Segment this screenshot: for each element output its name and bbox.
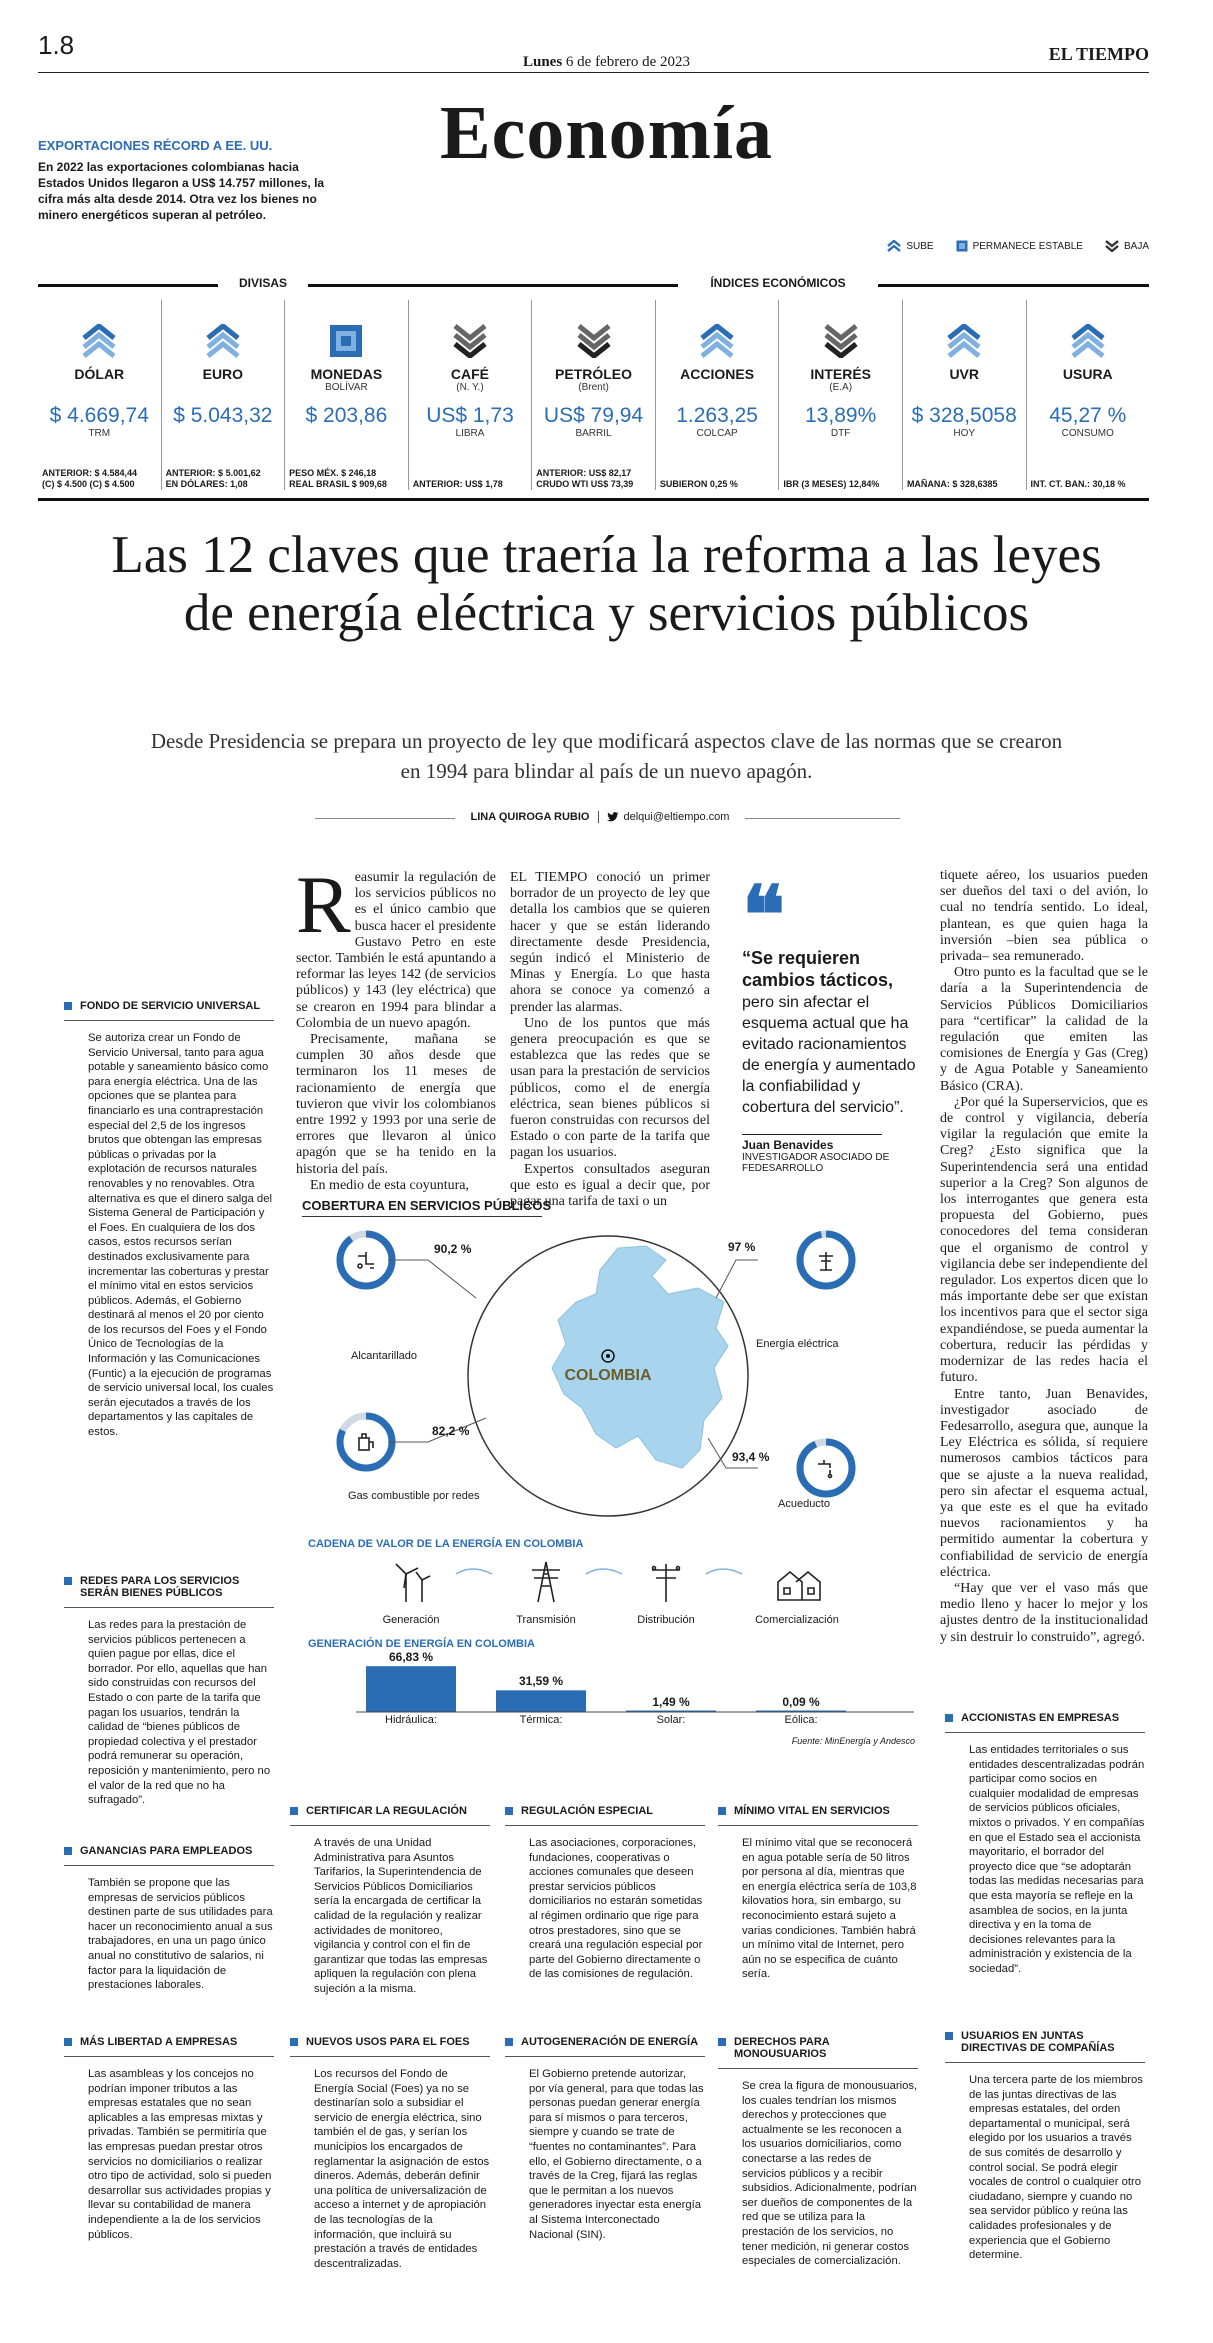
teaser xyxy=(38,138,338,223)
sidebar-title: ACCIONISTAS EN EMPRESAS xyxy=(961,1712,1120,1724)
paragraph: “Hay que ver el vaso más que medio lleno y hacer lo mejor y los ajustes dentro de la institucionalidad y sin destruir lo construido”, agregó. xyxy=(940,1580,1148,1645)
indicator-2 xyxy=(285,300,409,490)
chain-arrow-icon xyxy=(706,1569,742,1574)
bullet-square-icon xyxy=(290,2038,298,2046)
byline-rule xyxy=(745,818,900,819)
indicator-footnote: IBR (3 MESES) 12,84% xyxy=(783,479,880,489)
indicator-0 xyxy=(38,300,162,490)
indicator-sub: (Brent) xyxy=(578,382,609,393)
trend-down-icon xyxy=(577,324,611,358)
gas-icon xyxy=(359,1434,373,1450)
issue-date xyxy=(0,54,1213,71)
sidebar-redes xyxy=(64,1575,274,1808)
sidebar-title: USUARIOS EN JUNTAS DIRECTIVAS DE COMPAÑÍAS xyxy=(961,2030,1115,2054)
paragraph: ¿Por qué la Superservicios, que es de control y vigilancia, debería vigilar la regulación que emite la Creg? ¿Esto significa que la Superintendencia será una entidad superior a la Creg? Son algunos de los interrogantes que genera esta propuesta del Gobierno, pues conocedores del tema consideran que el organismo de control y vigilancia debe ser independiente del regulador. Los expertos dicen que lo más importante debe ser que existan los incentivos para que el sector siga expandiéndose, se pueda aumentar la cobertura, reducir las pérdidas y modernizar de las redes hacia el futuro. xyxy=(940,1094,1148,1386)
sidebar-ganancias xyxy=(64,1845,274,1993)
bar-value-label: 1,49 % xyxy=(652,1694,690,1709)
indicator-4 xyxy=(532,300,656,490)
indicator-8 xyxy=(1027,300,1150,490)
indicators-rule xyxy=(878,284,1149,287)
indicator-name: EURO xyxy=(202,366,244,382)
indicator-icon-wrap xyxy=(38,312,161,358)
indicator-name: CAFÉ xyxy=(450,366,490,382)
sidebar-body: A través de una Unidad Administrativa para Asuntos Tarifarios, la Superintendencia de Servicios Públicos Domiciliarios sería la encargada de certificar la calidad de la regulación y realizar actividades de monitoreo, vigilancia y control con el fin de garantizar que todas las empresas apliquen la regulación con plena sujeción a la misma. xyxy=(314,1837,488,1995)
chain-step-label: Comercialización xyxy=(755,1614,839,1626)
sidebar-title: REDES PARA LOS SERVICIOS SERÁN BIENES PÚBLICOS xyxy=(80,1575,240,1599)
paragraph: En medio de esta coyuntura, xyxy=(310,1177,470,1193)
indicator-value: US$ 79,94 xyxy=(543,404,644,427)
paragraph: EL TIEMPO conoció un primer borrador de un proyecto de ley que detalla los cambios que se quieren hacer y que se están liderando directamente desde Presidencia, según indicó el Ministerio de Minas y Energía. Lo que hasta ahora se conoce ya comenzó a prender las alarmas. xyxy=(510,870,710,1015)
pull-quote-author: Juan Benavides xyxy=(742,1134,882,1152)
legend-down-label: BAJA xyxy=(1123,240,1149,252)
indicator-value: 13,89% xyxy=(805,404,877,427)
indicator-unit: TRM xyxy=(88,428,111,439)
bullet-square-icon xyxy=(718,1807,726,1815)
arrow-up-icon xyxy=(887,240,901,252)
bullet-square-icon xyxy=(945,1714,953,1722)
indicator-sub xyxy=(656,382,779,394)
indicator-unit: COLCAP xyxy=(696,428,738,439)
sidebar-libertad xyxy=(64,2036,274,2242)
capital-marker-dot xyxy=(606,1354,610,1358)
chain-step-label: Generación xyxy=(382,1614,440,1626)
trend-up-icon xyxy=(947,324,981,358)
sidebar-title: DERECHOS PARA MONOUSUARIOS xyxy=(734,2036,830,2060)
bar-value-label: 0,09 % xyxy=(782,1694,820,1709)
indicator-footnote: ANTERIOR: $ 5.001,62 EN DÓLARES: 1,08 xyxy=(165,468,261,489)
sidebar-body: Las asociaciones, corporaciones, fundaciones, cooperativas o acciones comunales que deseen prestar servicios públicos domiciliarios no estarán sometidas al régimen ordinario que rige para otros prestadores, sino que se creará una regulación especial por parte del Gobierno directamente o de las comisiones de regulación. xyxy=(529,1837,703,1981)
coverage-label: Gas combustible por redes xyxy=(348,1490,480,1502)
teaser-text: En 2022 las exportaciones colombianas hacia Estados Unidos llegaron a US$ 14.757 millones, la cifra más alta desde 2014. Otra vez los bienes no minero energéticos superan al petróleo. xyxy=(38,160,325,222)
indicator-icon-wrap xyxy=(532,312,655,358)
sidebar-body: Los recursos del Fondo de Energía Social (Foes) ya no se destinarían solo a subsidiar el servicio de energía eléctrica, sino también el de gas, y serían los municipios los encargados de reglamentar la asignación de estos dineros. Además, deberán definir una política de universalización de acceso a internet y de apropiación de las tecnologías de la información, que incluirá su prestación a través de entidades descentralizadas. xyxy=(314,2068,490,2270)
indicator-value: US$ 1,73 xyxy=(426,404,514,427)
paragraph: Entre tanto, Juan Benavides, investigador asociado de Fedesarrollo, asegura que, aunque la Ley Eléctrica es sólida, sí requiere numerosos cambios tácticos para que se ajuste a la nueva realidad, pero sin afectar el esquema actual, ya que este es el que ha evitado nuevos racionamientos y ha permitido aumentar la cobertura y confiabilidad de servicio de energía eléctrica. xyxy=(940,1386,1148,1580)
byline-rule xyxy=(315,818,455,819)
indicator-name: DÓLAR xyxy=(74,366,125,382)
leader-line xyxy=(716,1260,758,1298)
trend-up-icon xyxy=(1071,324,1105,358)
indicators-strip xyxy=(38,300,1149,490)
indicator-icon-wrap xyxy=(1027,312,1150,358)
issue-day: 6 de febrero de 2023 xyxy=(565,54,691,70)
sidebar-body: Las asambleas y los concejos no podrían imponer tributos a las empresas estatales que no sean aplicables a las empresas mixtas y privadas. También se permitiría que las empresas puedan prestar otros servicios no domiciliarios o realizar otro tipo de actividad, solo si pueden desarrollar sus actividades propias y llevar su contabilidad de manera independiente a la de los servicios públicos. xyxy=(88,2068,272,2241)
pull-quote-text xyxy=(742,948,920,1118)
indicators-bottom-rule xyxy=(38,498,1149,501)
sidebar-monousuarios xyxy=(718,2036,918,2269)
trend-down-icon xyxy=(824,324,858,358)
sidebar-title: REGULACIÓN ESPECIAL xyxy=(521,1805,654,1817)
indicator-unit: CONSUMO xyxy=(1061,428,1114,439)
coverage-energia xyxy=(800,1234,852,1286)
indicator-5 xyxy=(656,300,780,490)
legend-stable xyxy=(956,240,1083,252)
indicator-name: PETRÓLEO xyxy=(555,366,633,382)
pull-quote-lead: “Se requieren cambios tácticos, xyxy=(742,948,894,990)
sidebar-title: CERTIFICAR LA REGULACIÓN xyxy=(306,1805,467,1817)
indicator-name: USURA xyxy=(1062,366,1113,382)
pull-quote-role: INVESTIGADOR ASOCIADO DE FEDESARROLLO xyxy=(742,1152,890,1174)
indicator-unit: BARRIL xyxy=(575,428,612,439)
sidebar-body: El Gobierno pretende autorizar, por vía general, para que todas las personas puedan generar energía para sí mismos o para terceros, siempre y cuando se trate de “fuentes no contaminantes”. Para ello, el Gobierno directamente, o a través de la Creg, fijará las reglas que le permitan a los nuevos generadores inyectar esta energía al Sistema Interconectado Nacional (SIN). xyxy=(529,2068,704,2241)
generation-bar xyxy=(496,1690,586,1712)
bullet-square-icon xyxy=(505,2038,513,2046)
indicators-rule xyxy=(38,284,218,287)
pull-quote-rest: pero sin afectar el esquema actual que ha evitado racionamientos de energía y aumentado la confiabilidad y cobertura del servicio”. xyxy=(742,994,916,1116)
indicator-icon-wrap xyxy=(779,312,902,358)
indicator-1 xyxy=(162,300,286,490)
divisas-label: DIVISAS xyxy=(238,276,287,290)
faucet-icon xyxy=(818,1460,832,1478)
chart-source: Fuente: MinEnergía y Andesco xyxy=(791,1736,915,1746)
chain-step-label: Distribución xyxy=(637,1614,695,1626)
coverage-pct: 97 % xyxy=(728,1240,756,1254)
chain-arrow-icon xyxy=(456,1569,492,1574)
bullet-square-icon xyxy=(64,1847,72,1855)
legend-stable-label: PERMANECE ESTABLE xyxy=(972,240,1083,252)
paper-logo: EL TIEMPO xyxy=(1048,44,1149,64)
indicator-footnote: PESO MÉX. $ 246,18 REAL BRASIL $ 909,68 xyxy=(289,468,387,489)
sewer-icon xyxy=(358,1252,374,1268)
sidebar-body: Se crea la figura de monousuarios, los cuales tendrían los mismos derechos y protecciones que actualmente se les reconocen a los usuarios domiciliarios, como conectarse a las redes de servicios públicos y a recibir subsidios. Adicionalmente, podrían ser dueños de componentes de la red que se utiliza para la prestación de los servicios, no tener medición, ni generar costos especiales de comercialización. xyxy=(742,2080,918,2268)
trend-stable-icon xyxy=(329,324,363,358)
legend-up xyxy=(887,240,933,252)
colombia-map xyxy=(552,1246,728,1468)
coverage-alcantarillado xyxy=(340,1234,392,1286)
sidebar-juntas xyxy=(945,2030,1145,2263)
drop-cap: R xyxy=(296,859,351,950)
indicator-icon-wrap xyxy=(285,312,408,358)
coverage-pct: 90,2 % xyxy=(434,1242,472,1256)
trend-legend xyxy=(887,240,1149,252)
sidebar-body: Se autoriza crear un Fondo de Servicio Universal, tanto para agua potable y saneamiento básico como para energía eléctrica. Una de las opciones que se plantea para financiarlo es una contraprestación especial del 2,5 de los ingresos brutos que obtengan las empresas públicas o privadas por la explotación de recursos naturales renovables y no renovables. Otra alternativa es que el dinero salga del Sistema General de Participación y el Foes. En cualquiera de los dos casos, estos recursos serían destinados exclusivamente para incrementar las coberturas y prestar el mínimo vital en estos servicios públicos. Además, el Gobierno destinará al menos el 20 por ciento de los recursos del Foes y el Fondo Único de Tecnologías de la Información y las Comunicaciones (Funtic) a la ejecución de programas de servicio universal local, los cuales serán ejecutados a través de los departamentos y las capitales de estos. xyxy=(88,1032,274,1439)
indicator-name: UVR xyxy=(949,366,979,382)
indicator-footnote: SUBIERON 0,25 % xyxy=(659,479,738,489)
sidebar-accionistas xyxy=(945,1712,1145,1977)
indices-label: ÍNDICES ECONÓMICOS xyxy=(710,276,846,290)
coverage-acueducto xyxy=(800,1442,852,1494)
bullet-square-icon xyxy=(945,2032,953,2040)
sidebar-title: FONDO DE SERVICIO UNIVERSAL xyxy=(80,1000,261,1012)
bar-category-label: Térmica: xyxy=(519,1714,563,1726)
indicator-icon-wrap xyxy=(409,312,532,358)
sidebar-regulacion xyxy=(505,1805,705,1982)
value-chain-title: CADENA DE VALOR DE LA ENERGÍA EN COLOMBIA xyxy=(308,1538,584,1550)
sidebar-fondo-servicio xyxy=(64,1000,274,1440)
issue-weekday: Lunes xyxy=(522,54,563,70)
indicator-name: MONEDAS xyxy=(310,366,383,382)
arrow-down-icon xyxy=(1105,240,1119,252)
sidebar-title: MÁS LIBERTAD A EMPRESAS xyxy=(80,2036,238,2048)
bar-value-label: 66,83 % xyxy=(388,1650,434,1665)
article-column-1 xyxy=(296,859,496,1194)
twitter-handle-text: delqui@eltiempo.com xyxy=(623,811,730,823)
chain-arrow-icon xyxy=(586,1569,622,1574)
paragraph: easumir la regulación de los servicios públicos no es el único cambio que busca hacer el presidente Gustavo Petro en este sector. También le está apuntando a reformar las leyes 142 (de servicios públicos) y 143 (ley eléctrica) que se crearon en 1994 para blindar a Colombia de un nuevo apagón. xyxy=(296,870,496,1031)
generation-title: GENERACIÓN DE ENERGÍA EN COLOMBIA xyxy=(308,1638,535,1650)
bar-category-label: Hidráulica: xyxy=(385,1714,437,1726)
bullet-square-icon xyxy=(64,2038,72,2046)
bullet-square-icon xyxy=(505,1807,513,1815)
indicator-unit: LIBRA xyxy=(455,428,485,439)
quote-mark-icon: ❝ xyxy=(742,873,786,961)
indicator-value: $ 5.043,32 xyxy=(173,404,273,427)
indicator-footnote: INT. CT. BAN.: 30,18 % xyxy=(1030,479,1126,489)
paragraph: Uno de los puntos que más genera preocupación es que se establezca que las redes que se usan para la prestación de servicios públicos, como el de energía eléctrica, sean bienes públicos si fueron construidas con recursos del Estado o con parte de la tarifa que pagan los usuarios. xyxy=(510,1015,710,1161)
bullet-square-icon xyxy=(718,2038,726,2046)
bullet-square-icon xyxy=(64,1577,72,1585)
generation-bar xyxy=(366,1666,456,1712)
coverage-pct: 82,2 % xyxy=(432,1424,470,1438)
page-number: 1.8 xyxy=(38,30,75,60)
paragraph: tiquete aéreo, los usuarios pueden ser dueños del taxi o del avión, lo cual no tendría sentido. Lo ideal, plantean, es que quien haga la inversión –bien sea pública o privada– sea remunerado. xyxy=(940,868,1148,965)
bar-category-label: Eólica: xyxy=(784,1714,818,1726)
indicator-name: ACCIONES xyxy=(680,366,755,382)
sidebar-body: Las entidades territoriales o sus entidades descentralizadas podrán participar como socios en cualquier modalidad de empresas de servicios públicos oficiales, mixtos o privados. Y en compañías en que el Estado sea el accionista mayoritario, el borrador del proyecto dice que “se adoptarán todas las medidas necesarias para que esta mayoría se refleje en la asamblea de socios, en la junta directiva y en la toma de decisiones relevantes para la administración y existencia de la sociedad”. xyxy=(969,1744,1145,1975)
indicator-3 xyxy=(409,300,533,490)
indicator-footnote: ANTERIOR: $ 4.584,44 (C) $ 4.500 (C) $ 4.500 xyxy=(42,468,138,489)
indicator-icon-wrap xyxy=(903,312,1026,358)
indicator-sub xyxy=(1027,382,1150,394)
indicator-sub: (N. Y.) xyxy=(456,382,484,393)
indicator-6 xyxy=(779,300,903,490)
coverage-label: Energía eléctrica xyxy=(756,1338,839,1350)
indicator-unit: DTF xyxy=(830,428,851,439)
sidebar-autogeneracion xyxy=(505,2036,705,2242)
article-headline: Las 12 claves que traería la reforma a las leyes de energía eléctrica y servicios públicos xyxy=(111,526,1102,642)
indicator-sub: BOLÍVAR xyxy=(325,382,368,393)
header-rule xyxy=(38,72,1149,73)
bar-category-label: Solar: xyxy=(656,1714,686,1726)
power-line-icon xyxy=(819,1252,833,1270)
utility-pole-icon xyxy=(652,1564,680,1602)
trend-up-icon xyxy=(700,324,734,358)
coverage-gas xyxy=(340,1416,392,1468)
infographic xyxy=(296,1198,921,1758)
twitter-bird-icon xyxy=(607,812,619,822)
pull-quote xyxy=(742,873,920,1174)
article-deck: Desde Presidencia se prepara un proyecto de ley que modificará aspectos clave de las normas que se crearon en 1994 para blindar al país de un nuevo apagón. xyxy=(150,729,1063,783)
infographic-title: COBERTURA EN SERVICIOS PÚBLICOS xyxy=(302,1198,552,1213)
indicator-footnote: ANTERIOR: US$ 82,17 CRUDO WTI US$ 73,39 xyxy=(536,468,634,489)
indicator-value: $ 203,86 xyxy=(305,404,388,427)
sidebar-body: El mínimo vital que se reconocerá en agua potable sería de 50 litros por persona al día, mientras que en energía eléctrica sería de 103,8 kilovatios hora, sin embargo, su reconocimiento estará sujeto a varias condiciones. También habrá un mínimo vital de Internet, pero aún no se especifica de cuánto sería. xyxy=(742,1837,917,1981)
wind-turbine-icon xyxy=(396,1564,430,1602)
trend-down-icon xyxy=(453,324,487,358)
sidebar-title: AUTOGENERACIÓN DE ENERGÍA xyxy=(521,2036,699,2048)
sidebar-title: GANANCIAS PARA EMPLEADOS xyxy=(80,1845,253,1857)
indicator-sub xyxy=(38,382,161,394)
indicator-icon-wrap xyxy=(162,312,285,358)
indicator-sub: (E.A) xyxy=(829,382,853,393)
houses-icon xyxy=(778,1572,820,1600)
coverage-label: Alcantarillado xyxy=(351,1350,418,1362)
trend-up-icon xyxy=(206,324,240,358)
legend-up-label: SUBE xyxy=(906,240,934,252)
indicator-value: 1.263,25 xyxy=(676,404,758,427)
coverage-label: Acueducto xyxy=(778,1498,830,1510)
indicators-rule xyxy=(308,284,678,287)
twitter-handle[interactable] xyxy=(598,811,730,823)
indicator-sub xyxy=(162,382,285,394)
indicator-sub xyxy=(903,382,1026,394)
stable-square-icon xyxy=(956,240,968,252)
bullet-square-icon xyxy=(64,1002,72,1010)
indicator-value: $ 328,5058 xyxy=(911,404,1017,427)
byline xyxy=(455,811,745,823)
indicator-value: 45,27 % xyxy=(1049,404,1127,427)
donut-arc xyxy=(800,1442,852,1494)
indicator-unit: HOY xyxy=(953,428,976,439)
indicator-icon-wrap xyxy=(656,312,779,358)
bullet-square-icon xyxy=(290,1807,298,1815)
indicator-value: $ 4.669,74 xyxy=(49,404,149,427)
paragraph: Otro punto es la facultad que se le daría a la Superintendencia de Servicios Públicos Domiciliarios para “certificar” la calidad de la regulación que emiten las comisiones de Energía y Gas (Creg) y de Agua Potable y Saneamiento Básico (CRA). xyxy=(940,965,1148,1094)
legend-down xyxy=(1105,240,1149,252)
article-column-4 xyxy=(940,868,1148,1646)
sidebar-title: MÍNIMO VITAL EN SERVICIOS xyxy=(734,1805,890,1817)
trend-up-icon xyxy=(82,324,116,358)
sidebar-title: NUEVOS USOS PARA EL FOES xyxy=(306,2036,470,2048)
chain-step-label: Transmisión xyxy=(516,1614,576,1626)
indicator-footnote: MAÑANA: $ 328,6385 xyxy=(906,479,998,489)
sidebar-body: También se propone que las empresas de servicios públicos destinen parte de sus utilidades para hacer un reconocimiento anual a sus trabajadores, en una un pago único anual no constitutivo de salarios, ni factor para la liquidación de prestaciones laborales. xyxy=(88,1877,273,1992)
sidebar-body: Una tercera parte de los miembros de las juntas directivas de las empresas estatales, del orden departamental o municipal, será elegido por los usuarios a través de sus comités de desarrollo y control social. Se podrá elegir vocales de control o cualquier otro ciudadano, siempre y cuando no sea servidor público y reúna las calidades profesionales y de experiencia que el Gobierno determine. xyxy=(969,2074,1143,2262)
sidebar-certificar xyxy=(290,1805,490,1997)
country-label: COLOMBIA xyxy=(564,1367,652,1384)
indicator-name: INTERÉS xyxy=(810,366,871,382)
paragraph: Expertos consultados aseguran que esto es igual a decir que, por pagar una tarifa de taxi o un xyxy=(510,1161,710,1210)
sidebar-foes xyxy=(290,2036,490,2271)
transmission-tower-icon xyxy=(532,1562,560,1602)
article-column-2 xyxy=(510,870,710,1210)
section-title: Economía xyxy=(439,91,774,175)
sidebar-body: Las redes para la prestación de servicios públicos pertenecen a quien pague por ellas, dice el borrador. Por ello, aquellas que han sido construidas con recursos del Estado o con parte de la tarifa que pagan los usuarios, tendrán la calidad de “bienes públicos de propiedad colectiva y el prestador podrá remunerar su operación, reposición y mantenimiento, pero no el valor de la red que no ha sufragado”. xyxy=(88,1619,271,1807)
indicator-7 xyxy=(903,300,1027,490)
leader-line xyxy=(388,1260,476,1298)
paragraph: Precisamente, mañana se cumplen 30 años desde que terminaron los 11 meses de racionamiento de energía que tuvieron que vivir los colombianos entre 1992 y 1993 por una serie de errores que llevaron al único apagón que se ha tenido en la historia del país. xyxy=(296,1032,496,1177)
indicator-footnote: ANTERIOR: US$ 1,78 xyxy=(412,479,503,489)
coverage-pct: 93,4 % xyxy=(732,1450,770,1464)
author-name: LINA QUIROGA RUBIO xyxy=(470,811,590,823)
teaser-title[interactable]: EXPORTACIONES RÉCORD A EE. UU. xyxy=(38,138,273,153)
sidebar-minimo-vital xyxy=(718,1805,918,1982)
bar-value-label: 31,59 % xyxy=(518,1674,564,1689)
infographic-graphics xyxy=(296,1198,921,1758)
